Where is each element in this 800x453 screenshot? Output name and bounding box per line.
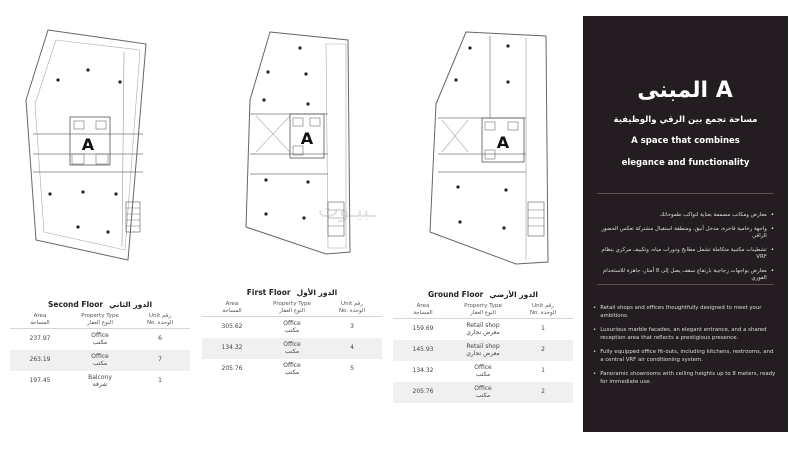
table-row: 263.19 Office مكتب 7 xyxy=(10,350,190,371)
first-floor-title-ar: الدور الأول xyxy=(296,288,338,297)
second-floor-header xyxy=(10,312,190,329)
bullet-icon: • xyxy=(770,212,774,218)
header-type: Property Type النوع العقار xyxy=(81,313,119,326)
first-floor-title-en: First Floor xyxy=(246,288,291,297)
first-floor-rows xyxy=(202,317,382,380)
building-title: المبنى A xyxy=(637,78,734,103)
header-unit: Unit رقم No. الوحدة xyxy=(529,303,557,316)
bullet-icon: • xyxy=(770,246,774,253)
header-type: Property Type النوع العقار xyxy=(273,301,311,314)
arabic-features-list xyxy=(595,212,774,289)
header-unit: Unit رقم No. الوحدة xyxy=(146,313,174,326)
divider xyxy=(597,193,774,194)
bullet-icon: • xyxy=(593,327,597,333)
list-item: • معارض ومكاتب مصممة بعناية لتواكب طموحاتك xyxy=(660,212,774,218)
table-row: 145.93 Retail shop معرض تجاري 2 xyxy=(393,340,573,361)
list-item: • Fully equipped office fit-outs, including kitchens, restrooms, and a central VRF air conditioning system. xyxy=(593,349,774,363)
ground-floor-header xyxy=(393,302,573,319)
second-floor-table xyxy=(10,300,190,392)
english-features-list xyxy=(593,305,776,393)
first-floor-plan xyxy=(208,22,360,272)
ground-floor-plan xyxy=(408,22,563,272)
table-row: 205.76 Office مكتب 5 xyxy=(221,362,354,376)
table-row: 197.45 Balcony شرفة 1 xyxy=(29,374,162,388)
list-item: • Panoramic showrooms with ceiling heights up to 8 meters, ready for immediate use. xyxy=(593,371,776,385)
watermark-text: ـبيـوت xyxy=(318,198,377,223)
second-floor-title xyxy=(10,300,190,309)
bullet-icon: • xyxy=(593,349,597,355)
first-floor-building-label: A xyxy=(300,129,314,148)
second-floor-title-ar: الدور الثاني xyxy=(109,300,153,309)
second-floor-plan xyxy=(8,22,153,272)
list-item: • واجهة رخامية فاخرة، مدخل أنيق، ومنطقة استقبال مشتركة تعكس الحضور الراقي xyxy=(601,225,774,239)
list-item: • Retail shops and offices thoughtfully designed to meet your ambitions. xyxy=(593,305,762,319)
table-row: 134.32 Office مكتب 1 xyxy=(412,364,545,378)
ground-floor-title xyxy=(393,290,573,299)
ground-floor-title-en: Ground Floor xyxy=(428,290,484,299)
bullet-icon: • xyxy=(593,305,597,311)
second-floor-title-en: Second Floor xyxy=(47,300,104,309)
second-floor-plan-drawing xyxy=(8,22,153,272)
building-info-panel xyxy=(583,16,788,432)
second-floor-rows xyxy=(10,329,190,392)
list-item: • Luxurious marble facades, an elegant entrance, and a shared reception area that reflects a prestigious presence. xyxy=(593,327,767,341)
header-area: Area المساحة xyxy=(30,313,50,326)
list-item: • تشطيبات مكتبية متكاملة تشمل مطابخ ودورات مياه، وتكييف مركزي بنظام VRF xyxy=(601,246,774,260)
table-row: 305.62 Office مكتب 3 xyxy=(221,320,354,334)
subtitle-english-line2: elegance and functionality xyxy=(621,158,750,168)
list-item: • معارض بواجهات زجاجية بارتفاع سقف يصل إلى 8 أمتار، جاهزة للاستخدام الفوري xyxy=(602,267,774,281)
header-area: Area المساحة xyxy=(413,303,433,316)
subtitle-english-line1: A space that combines xyxy=(631,136,740,146)
ground-floor-title-ar: الدور الأرضي xyxy=(489,290,538,299)
first-floor-title xyxy=(202,288,382,297)
second-floor-building-label: A xyxy=(81,135,95,154)
first-floor-header xyxy=(202,300,382,317)
header-type: Property Type النوع العقار xyxy=(464,303,502,316)
ground-floor-table xyxy=(393,290,573,403)
first-floor-table xyxy=(202,288,382,380)
bullet-icon: • xyxy=(770,267,774,274)
table-row: 237.97 Office مكتب 6 xyxy=(29,332,162,346)
table-row: 134.32 Office مكتب 4 xyxy=(202,338,382,359)
first-floor-plan-drawing xyxy=(208,22,360,272)
bullet-icon: • xyxy=(770,225,774,232)
header-area: Area المساحة xyxy=(222,301,242,314)
ground-floor-plan-drawing xyxy=(408,22,563,272)
table-row: 159.69 Retail shop معرض تجاري 1 xyxy=(412,322,545,336)
ground-floor-building-label: A xyxy=(496,133,510,152)
ground-floor-rows xyxy=(393,319,573,403)
divider xyxy=(597,284,774,285)
table-row: 205.76 Office مكتب 2 xyxy=(393,382,573,403)
header-unit: Unit رقم No. الوحدة xyxy=(338,301,366,314)
bullet-icon: • xyxy=(593,371,597,377)
subtitle-arabic: مساحة تجمع بين الرقي والوظيفية xyxy=(613,115,758,125)
